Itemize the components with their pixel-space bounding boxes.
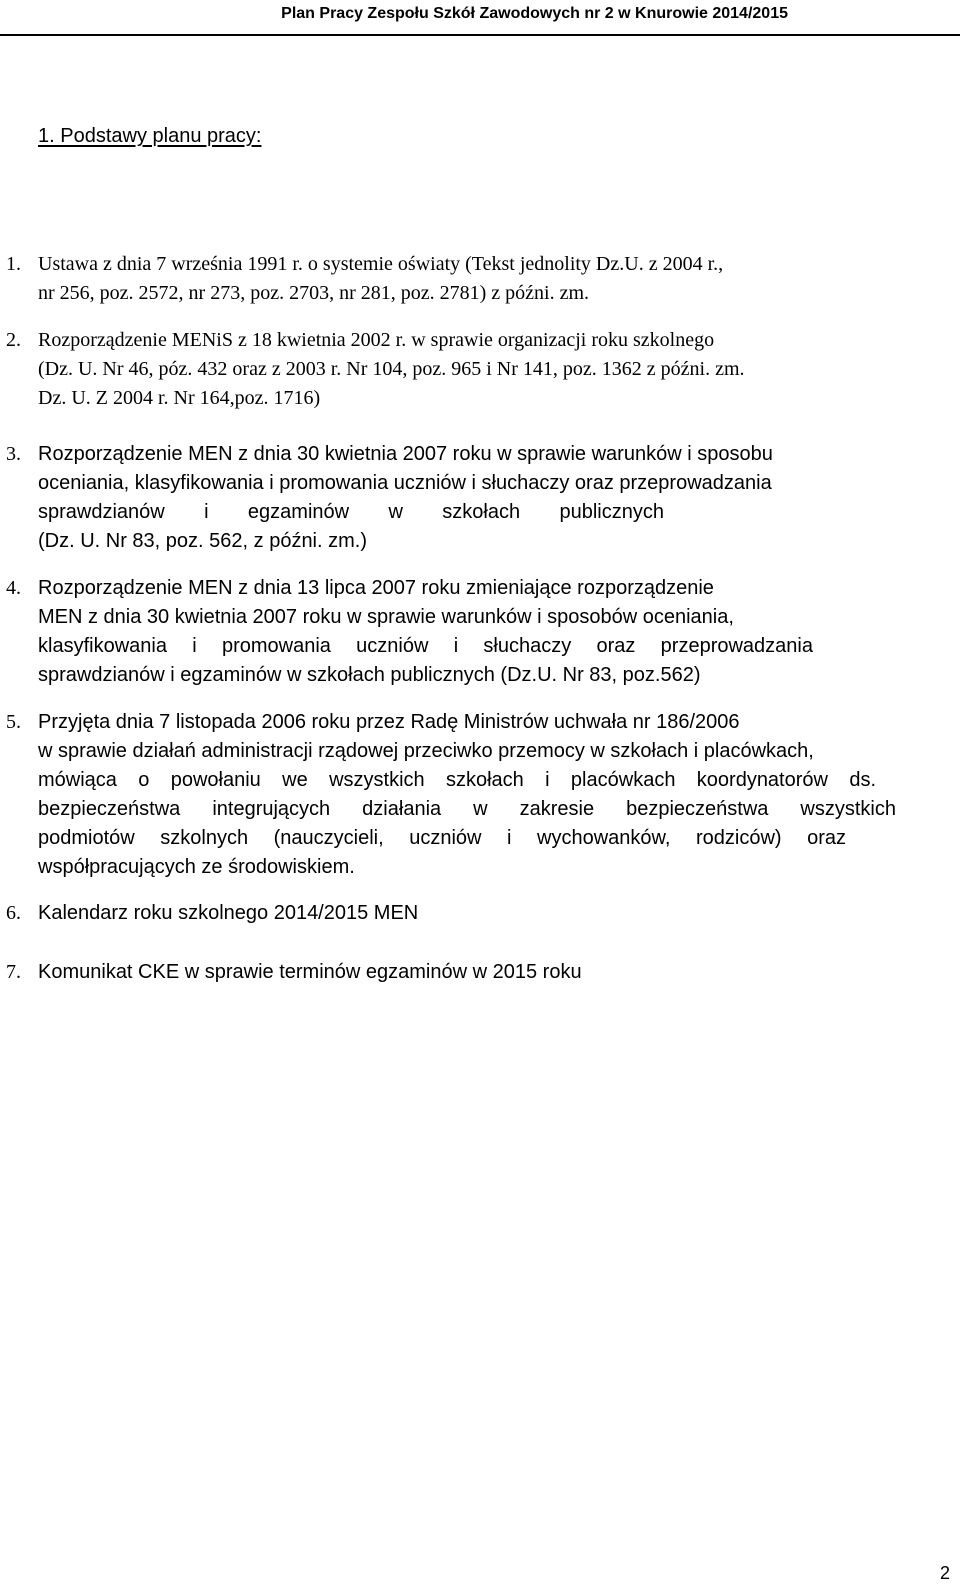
list-item-line: sprawdzianów i egzaminów w szkołach publicznych	[38, 501, 664, 523]
list-item-line: w sprawie działań administracji rządowej przeciwko przemocy w szkołach i placówkach,	[38, 740, 814, 762]
list-item-line: Kalendarz roku szkolnego 2014/2015 MEN	[38, 902, 419, 924]
list-item-number: 7.	[6, 961, 21, 983]
list-item-line: Rozporządzenie MENiS z 18 kwietnia 2002 r. w sprawie organizacji roku szkolnego	[38, 329, 715, 351]
list-item-number: 2.	[6, 329, 21, 351]
list-item-line: współpracujących ze środowiskiem.	[38, 856, 355, 878]
list-item-line: bezpieczeństwa integrujących działania w zakresie bezpieczeństwa wszystkich	[38, 798, 896, 820]
list-item-line: Dz. U. Z 2004 r. Nr 164,poz. 1716)	[38, 387, 321, 409]
list-item-line: Ustawa z dnia 7 września 1991 r. o systemie oświaty (Tekst jednolity Dz.U. z 2004 r.,	[38, 253, 724, 275]
header-rule	[0, 34, 960, 36]
list-item-number: 4.	[6, 577, 21, 599]
list-item-line: sprawdzianów i egzaminów w szkołach publicznych (Dz.U. Nr 83, poz.562)	[38, 664, 701, 686]
list-item-number: 1.	[6, 253, 21, 275]
list-item-line: oceniania, klasyfikowania i promowania uczniów i słuchaczy oraz przeprowadzania	[38, 472, 772, 494]
header-title: Plan Pracy Zespołu Szkół Zawodowych nr 2 w Knurowie 2014/2015	[281, 5, 788, 22]
list-item-text	[38, 958, 908, 987]
list-item-text	[38, 899, 908, 928]
list-item-number: 6.	[6, 902, 21, 924]
list-item-text	[38, 708, 898, 882]
list-item-text	[38, 326, 908, 413]
list-item-line: (Dz. U. Nr 83, poz. 562, z późni. zm.)	[38, 530, 367, 552]
list-item-text	[38, 250, 898, 308]
list-item-line: nr 256, poz. 2572, nr 273, poz. 2703, nr 281, poz. 2781) z późni. zm.	[38, 282, 590, 304]
page-header	[0, 0, 960, 28]
list-item-line: MEN z dnia 30 kwietnia 2007 roku w sprawie warunków i sposobów oceniania,	[38, 606, 734, 628]
list-item-line: Rozporządzenie MEN z dnia 30 kwietnia 2007 roku w sprawie warunków i sposobu	[38, 443, 773, 465]
list-item-line: podmiotów szkolnych (nauczycieli, uczniów i wychowanków, rodziców) oraz	[38, 827, 846, 849]
list-item-number: 5.	[6, 711, 21, 733]
list-item-line: mówiąca o powołaniu we wszystkich szkołach i placówkach koordynatorów ds.	[38, 769, 876, 791]
list-item-line: (Dz. U. Nr 46, póz. 432 oraz z 2003 r. Nr 104, poz. 965 i Nr 141, poz. 1362 z późni. zm.	[38, 358, 745, 380]
list-item-line: klasyfikowania i promowania uczniów i słuchaczy oraz przeprowadzania	[38, 635, 813, 657]
page-number: 2	[939, 1563, 950, 1583]
section-heading: 1. Podstawy planu pracy:	[38, 125, 262, 147]
list-item-text	[38, 574, 838, 690]
list-item-text	[38, 440, 868, 556]
list-item-line: Rozporządzenie MEN z dnia 13 lipca 2007 roku zmieniające rozporządzenie	[38, 577, 714, 599]
list-item-line: Komunikat CKE w sprawie terminów egzaminów w 2015 roku	[38, 961, 582, 983]
list-item-number: 3.	[6, 443, 21, 465]
list-item-line: Przyjęta dnia 7 listopada 2006 roku przez Radę Ministrów uchwała nr 186/2006	[38, 711, 740, 733]
